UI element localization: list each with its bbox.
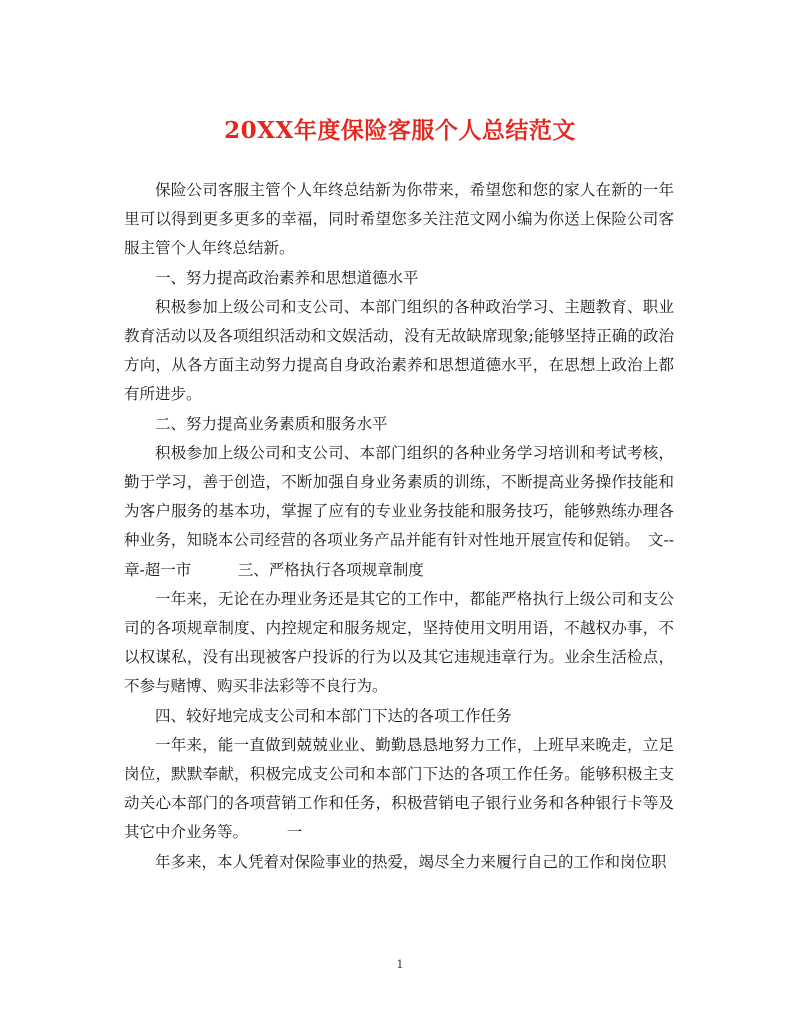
section-heading-4: 四、较好地完成支公司和本部门下达的各项工作任务 [155,706,512,725]
intro-paragraph: 保险公司客服主管个人年终总结新为你带来，希望您和您的家人在新的一年里可以得到更多更多的幸福，同时希望您多关注范文网小编为你送上保险公司客服主管个人年终总结新。 [124,181,674,258]
section-paragraph-3: 一年来，无论在办理业务还是其它的工作中，都能严格执行上级公司和支公司的各项规章制度、内控规定和服务规定，坚持使用文明用语，不越权办事，不以权谋私，没有出现被客户投诉的行为以及其它违规违章行为。业余生活检点，不参与赌博、购买非法彩等不良行为。 [124,589,674,696]
document-title: 20XX年度保险客服个人总结范文 [224,117,576,144]
section-paragraph-1: 积极参加上级公司和支公司、本部门组织的各种政治学习、主题教育、职业教育活动以及各项组织活动和文娱活动，没有无故缺席现象;能够坚持正确的政治方向，从各方面主动努力提高自身政治素养和思想道德水平，在思想上政治上都有所进步。 [124,297,674,404]
section-paragraph-2: 积极参加上级公司和支公司、本部门组织的各种业务学习培训和考试考核，勤于学习，善于创造，不断加强自身业务素质的训练，不断提高业务操作技能和为客户服务的基本功，掌握了应有的专业业务技能和服务技巧，能够熟练办理各种业务，知晓本公司经营的各项业务产品并能有针对性地开展宣传和促销。 文--章-超一市 三、严格执行各项规章制度 [124,443,674,579]
section-heading-1: 一、努力提高政治素养和思想道德水平 [155,268,419,287]
section-heading-2: 二、努力提高业务素质和服务水平 [155,414,388,433]
closing-paragraph: 年多来，本人凭着对保险事业的热爱，竭尽全力来履行自己的工作和岗位职 [155,852,667,871]
document-body [124,176,674,877]
page-number: 1 [396,958,404,971]
section-paragraph-4: 一年来，能一直做到兢兢业业、勤勤恳恳地努力工作，上班早来晚走，立足岗位，默默奉献，积极完成支公司和本部门下达的各项工作任务。能够积极主支动关心本部门的各项营销工作和任务，积极营销电子银行业务和各种银行卡等及其它中介业务等。 一 [124,735,674,842]
